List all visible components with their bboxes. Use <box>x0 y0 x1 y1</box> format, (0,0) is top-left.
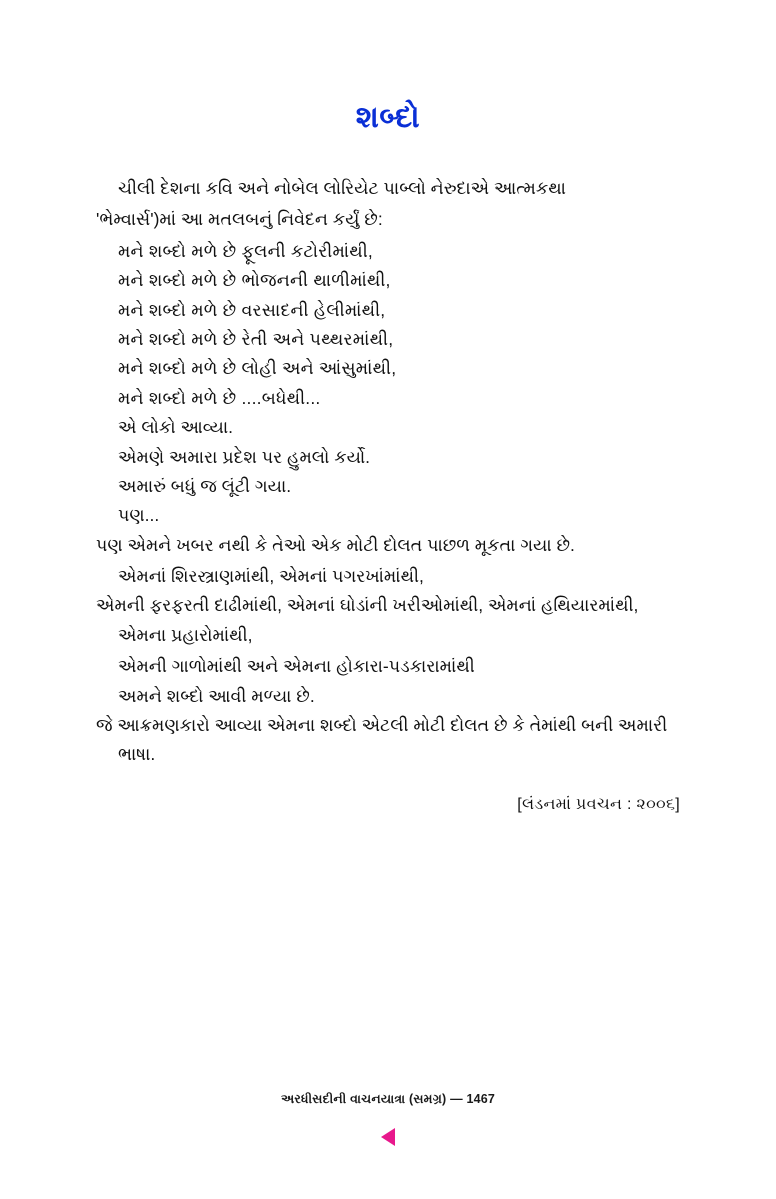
body-paragraph: એમની ગાળોમાંથી અને એમના હોકારા-પડકારામાંથી <box>118 656 475 677</box>
intro-line-1: ચીલી દેશના કવિ અને નોબેલ લોરિયેટ પાબ્લો નેરુદાએ આત્મકથા <box>118 178 566 198</box>
verse-line: મને શબ્દો મળે છે ફૂલની કટોરીમાંથી, <box>118 240 373 261</box>
next-page-marker[interactable] <box>0 1128 776 1151</box>
verse-line: એમણે અમારા પ્રદેશ પર હુમલો કર્યો. <box>118 446 371 467</box>
body-paragraph: પણ એમને ખબર નથી કે તેઓ એક મોટી દોલત પાછળ મૂકતા ગયા છે. <box>96 534 575 555</box>
body-paragraph: જે આક્રમણકારો આવ્યા એમના શબ્દો એટલી મોટી દોલત છે કે તેમાંથી બની અમારી ભાષા. <box>96 715 668 765</box>
body-paragraph: એમનાં શિરસ્ત્રાણમાંથી, એમનાં પગરખાંમાંથી, <box>118 566 424 587</box>
verse-line: મને શબ્દો મળે છે ....બધેથી... <box>118 387 321 408</box>
verse-line: મને શબ્દો મળે છે રેતી અને પથ્થરમાંથી, <box>118 328 394 349</box>
verse-line: મને શબ્દો મળે છે વરસાદની હેલીમાંથી, <box>118 299 386 320</box>
attribution-note: [લંડનમાં પ્રવચન : ૨૦૦૬] <box>517 795 680 813</box>
body-paragraph: અમને શબ્દો આવી મળ્યા છે. <box>118 685 315 706</box>
verse-line: મને શબ્દો મળે છે ભોજનની થાળીમાંથી, <box>118 270 391 291</box>
triangle-left-icon[interactable] <box>381 1128 395 1146</box>
article-body <box>96 174 680 819</box>
page-title: શબ્દો <box>355 101 421 134</box>
verse-line: અમારું બધું જ લૂંટી ગયા. <box>118 475 292 496</box>
page-footer: અરધીસદીની વાચનયાત્રા (સમગ્ર) — 1467 <box>280 1092 496 1106</box>
verse-line: પણ... <box>118 505 160 526</box>
verse-line: મને શબ્દો મળે છે લોહી અને આંસુમાંથી, <box>118 358 397 379</box>
intro-line-2: 'ભેમ્વાર્સ')માં આ મતલબનું નિવેદન કર્યું છે: <box>96 209 383 230</box>
verse-line: એ લોકો આવ્યા. <box>118 417 233 438</box>
body-paragraph: એમની ફરફરતી દાઢીમાંથી, એમનાં ઘોડાંની ખરીઓમાંથી, એમનાં હથિયારમાંથી, એમના પ્રહારોમાંથી, <box>96 595 639 645</box>
